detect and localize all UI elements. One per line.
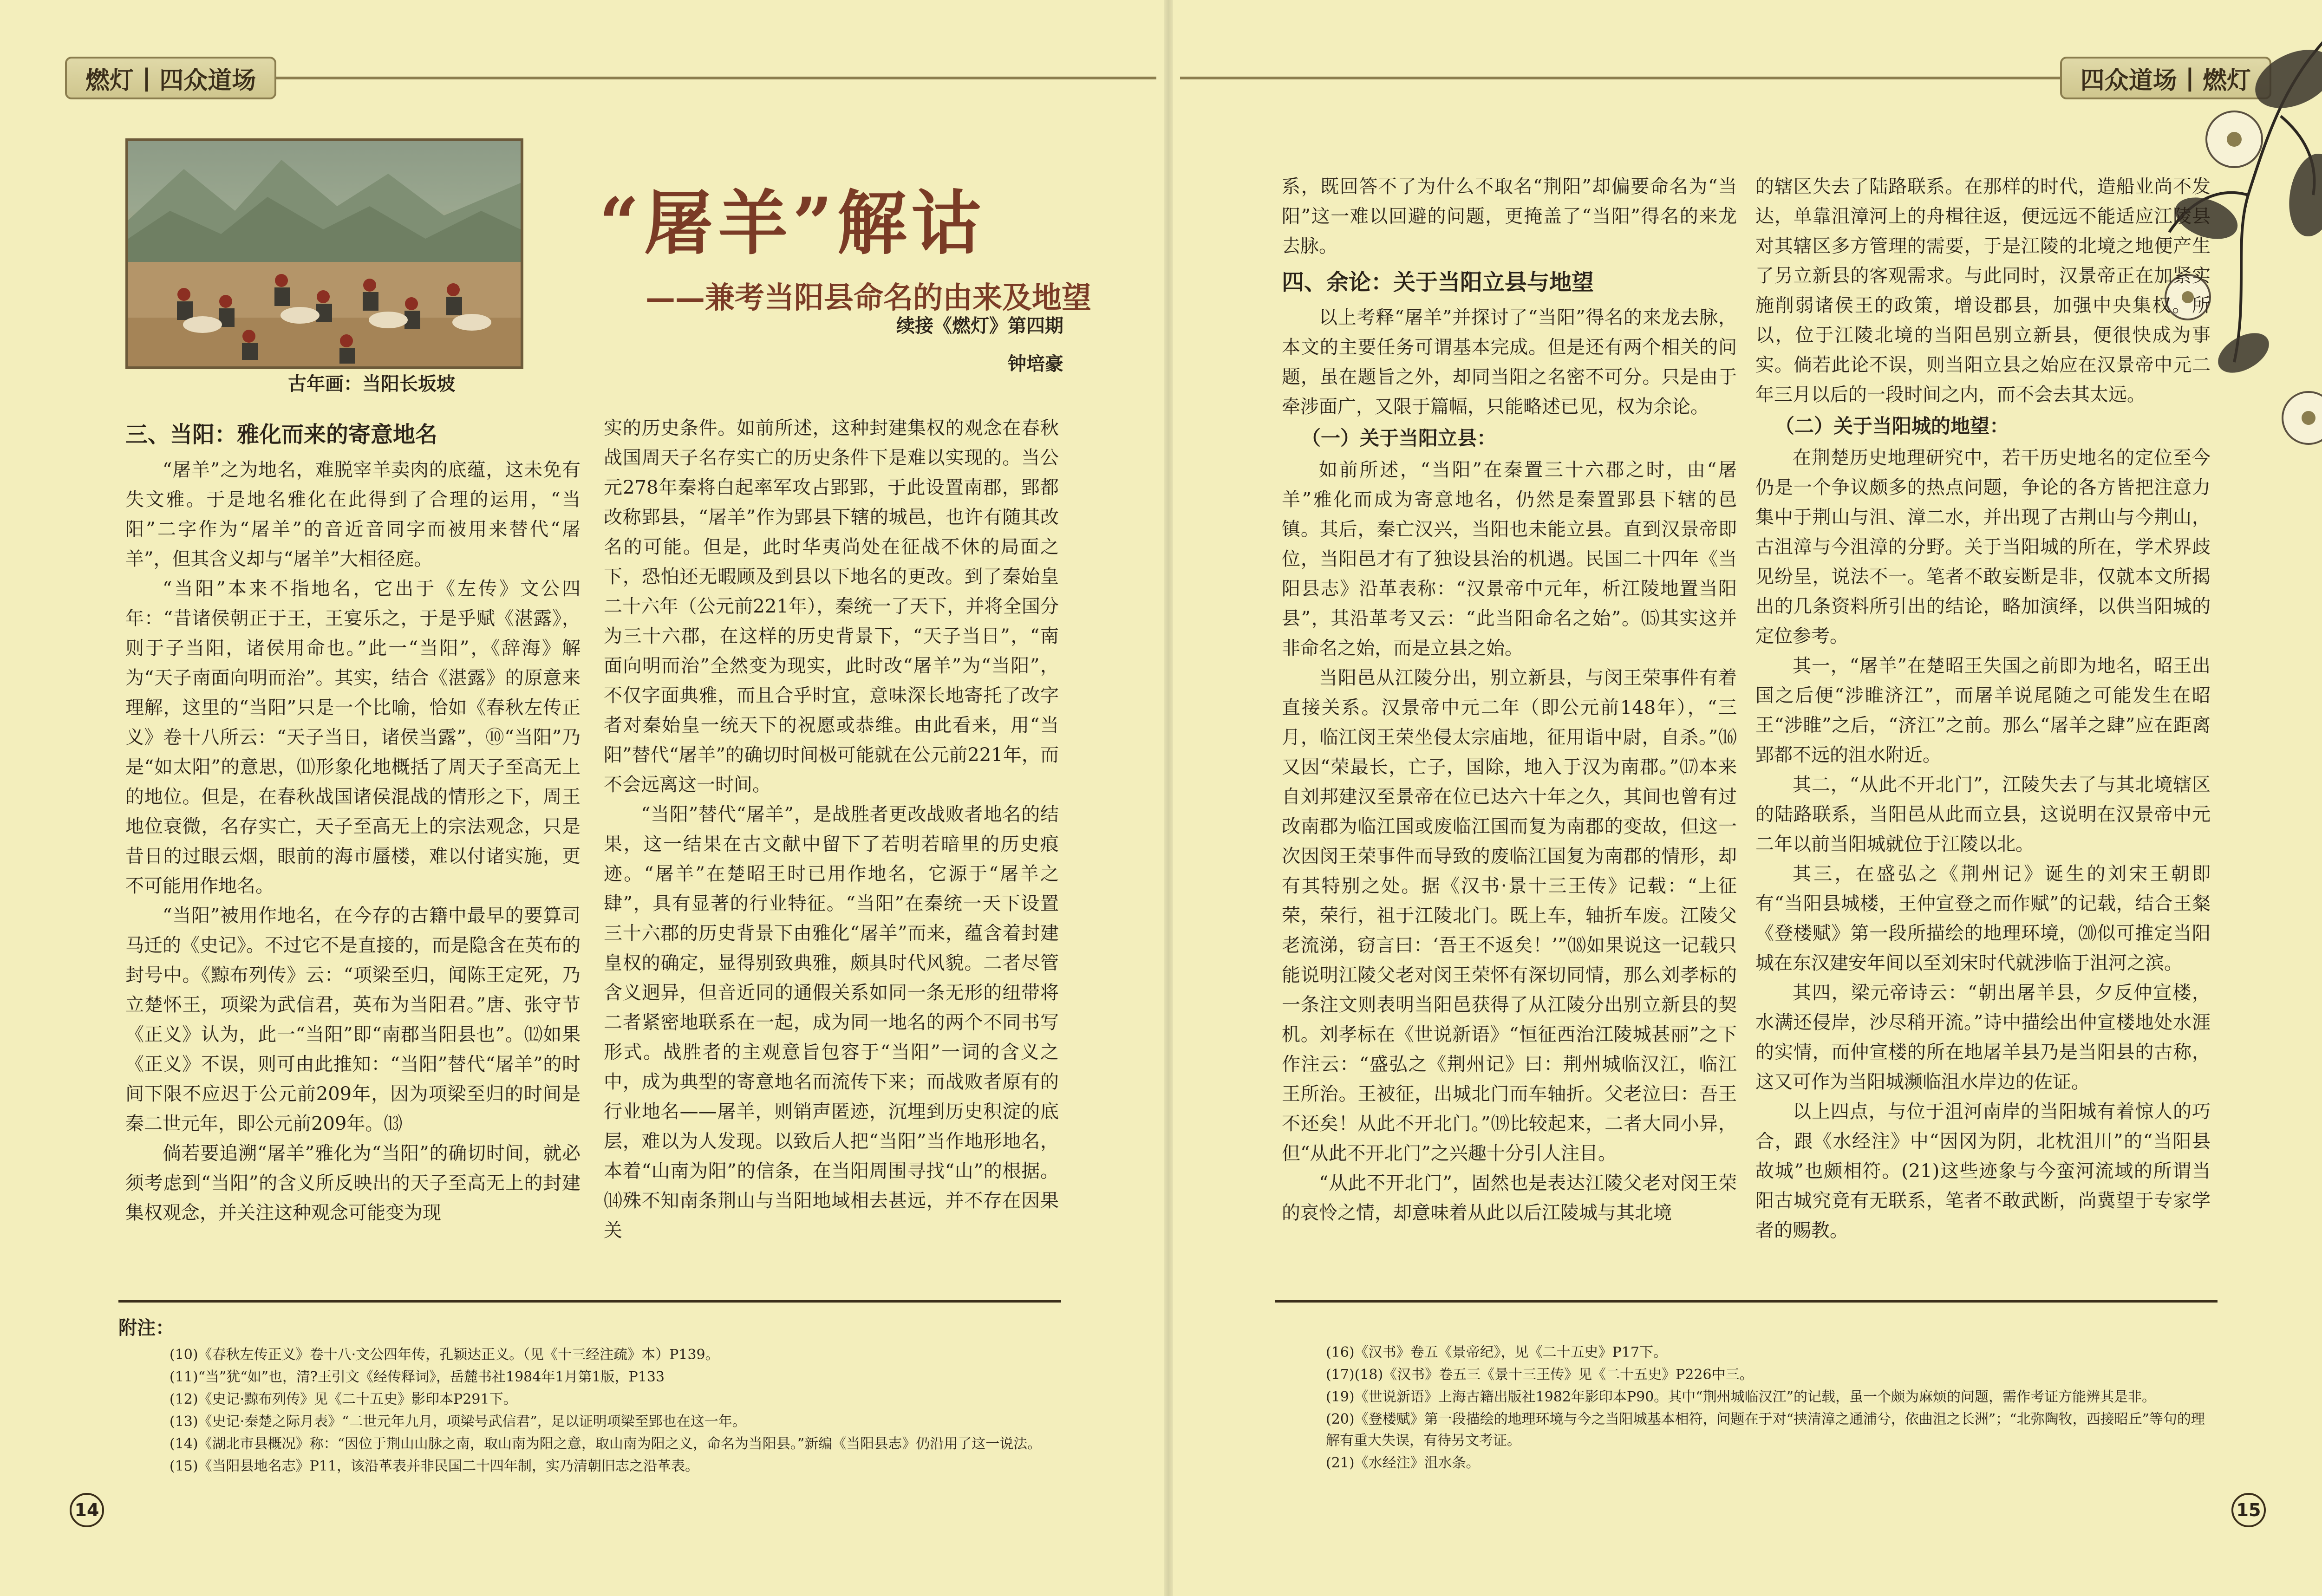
column-1: [125, 413, 580, 1282]
page-number-left: 14: [70, 1493, 104, 1527]
footnote: (20)《登楼赋》第一段描绘的地理环境与今之当阳城基本相符，问题在于对“挟清漳之通浦兮，依曲沮之长洲”；“北弥陶牧，西接昭丘”等句的理解有重大失误，有待另文考证。: [1326, 1411, 2205, 1449]
footnote: (19)《世说新语》上海古籍出版社1982年影印本P90。其中“荆州城临汉江”的记载，虽一个颇为麻烦的问题，需作考证方能辨其是非。: [1326, 1389, 2156, 1405]
paragraph: 在荆楚历史地理研究中，若干历史地名的定位至今仍是一个争议颇多的热点问题，争论的各方皆把注意力集中于荆山与沮、漳二水，并出现了古荆山与今荆山，古沮漳与今沮漳的分野。关于当阳城的所在，学术界歧见纷呈，说法不一。笔者不敢妄断是非，仅就本文所揭出的几条资料所引出的结论，略加演绎，以供当阳城的定位参考。: [1755, 447, 2211, 647]
paragraph: 其一，“屠羊”在楚昭王失国之前即为地名，昭王出国之后便“涉睢济江”，而屠羊说尾随之可能发生在昭王“涉睢”之后，“济江”之前。那么“屠羊之肆”应在距离郢都不远的沮水附近。: [1755, 655, 2211, 766]
paragraph: 其四，梁元帝诗云：“朝出屠羊县，夕反仲宣楼，水满还侵岸，沙尽稍开流。”诗中描绘出仲宣楼地处水涯的实情，而仲宣楼的所在地屠羊县乃是当阳县的古称，这又可作为当阳城濒临沮水岸边的佐证。: [1755, 982, 2211, 1093]
column-3: [1282, 172, 1737, 1286]
continuation-note: 续接《燃灯》第四期: [896, 315, 1063, 337]
footnote: (11)“当”犹“如”也，清?王引文《经传释词》，岳麓书社1984年1月第1版，P133: [170, 1369, 665, 1385]
footnotes-right: [1275, 1342, 2218, 1537]
subsection-heading-2: （二）关于当阳城的地望：: [1775, 415, 2009, 437]
paragraph: 其三，在盛弘之《荆州记》诞生的刘宋王朝即有“当阳县城楼，王仲宣登之而作赋”的记载，结合王粲《登楼赋》第一段所描绘的地理环境，⒇似可推定当阳城在东汉建安年间以至刘宋时代就涉临于沮河之滨。: [1755, 863, 2211, 974]
column-4: [1755, 172, 2211, 1286]
footnote: (17)(18)《汉书》卷五三《景十三王传》见《二十五史》P226中三。: [1326, 1367, 1754, 1383]
footnote: (10)《春秋左传正义》卷十八·文公四年传，孔颖达正义。（见《十三经注疏》本）P139。: [170, 1347, 719, 1363]
paragraph: “当阳”本来不指地名，它出于《左传》文公四年：“昔诸侯朝正于王，王宴乐之，于是乎赋《湛露》，则于子当阳，诸侯用命也。”此一“当阳”，《辞海》解为“天子南面向明而治”。其实，结合《湛露》的原意来理解，这里的“当阳”只是一个比喻，恰如《春秋左传正义》卷十八所云：“天子当日，诸侯当露”，⑩“当阳”乃是“如太阳”的意思，⑾形象化地概括了周天子至高无上的地位。但是，在春秋战国诸侯混战的情形之下，周王地位衰微，名存实亡，天子至高无上的宗法观念，只是昔日的过眼云烟，眼前的海市蜃楼，难以付诸实施，更不可能用作地名。: [125, 578, 580, 897]
article-subtitle: ——兼考当阳县命名的由来及地望: [646, 280, 1091, 315]
right-page: [1168, 0, 2322, 1596]
left-header-tag: [65, 57, 276, 99]
paragraph: 当阳邑从江陵分出，别立新县，与闵王荣事件有着直接关系。汉景帝中元二年（即公元前148年），“三月，临江闵王荣坐侵太宗庙地，征用诣中尉，自杀。”⒃又因“荣最长，亡子，国除，地入于汉为南郡。”⒄本来自刘邦建汉至景帝在位已达六十年之久，其间也曾有过改南郡为临江国或废临江国而复为南郡的变故，但这一次因闵王荣事件而导致的废临江国复为南郡的情形，却有其特别之处。据《汉书·景十三王传》记载：“上征荣，荣行，祖于江陵北门。既上车，轴折车废。江陵父老流涕，窃言曰：‘吾王不返矣！’”⒅如果说这一记载只能说明江陵父老对闵王荣怀有深切同情，那么刘孝标的一条注文则表明当阳邑获得了从江陵分出别立新县的契机。刘孝标在《世说新语》“恒征西治江陵城甚丽”之下作注云：“盛弘之《荆州记》曰：荆州城临汉江，临江王所治。王被征，出城北门而车轴折。父老泣曰：吾王不还矣！从此不开北门。”⒆比较起来，二者大同小异，但“从此不开北门”之兴趣十分引人注目。: [1282, 667, 1737, 1164]
footnote: (16)《汉书》卷五《景帝纪》，见《二十五史》P17下。: [1326, 1344, 1667, 1361]
footnote: (15)《当阳县地名志》P11，该沿革表并非民国二十四年制，实乃清朝旧志之沿革表。: [170, 1458, 699, 1474]
section-heading-3: 三、当阳：雅化而来的寄意地名: [125, 422, 438, 448]
painting-caption: 古年画：当阳长坂坡: [288, 373, 455, 395]
left-header-rule: [276, 77, 1156, 79]
paragraph: 以上考释“屠羊”并探讨了“当阳”得名的来龙去脉，本文的主要任务可谓基本完成。但是还有两个相关的问题，虽在题旨之外，却同当阳之名密不可分。只是由于牵涉面广，又限于篇幅，只能略述已见，权为余论。: [1282, 307, 1737, 417]
right-header-section: 四众道场: [2080, 66, 2177, 95]
painting-changbanpo: [125, 138, 523, 369]
paragraph: “当阳”被用作地名，在今存的古籍中最早的要算司马迁的《史记》。不过它不是直接的，而是隐含在英布的封号中。《黥布列传》云：“项梁至归，闻陈王定死，乃立楚怀王，项梁为武信君，英布为当阳君。”唐、张守节《正义》认为，此一“当阳”即“南郡当阳县也”。⑿如果《正义》不误，则可由此推知：“当阳”替代“屠羊”的时间下限不应迟于公元前209年，因为项梁至归的时间是秦二世元年，即公元前209年。⒀: [125, 905, 580, 1134]
paragraph: 以上四点，与位于沮河南岸的当阳城有着惊人的巧合，跟《水经注》中“因冈为阴，北枕沮川”的“当阳县故城”也颇相符。(21)这些迹象与今蛮河流域的所谓当阳古城究竟有无联系，笔者不敢武断，尚冀望于专家学者的赐教。: [1755, 1101, 2211, 1241]
footnotes-left: [118, 1313, 1061, 1508]
left-header-section: 四众道场: [159, 66, 256, 95]
footnote: (12)《史记·黥布列传》见《二十五史》影印本P291下。: [170, 1391, 517, 1407]
footnote: (14)《湖北市县概况》称：“因位于荆山山脉之南，取山南为阳之意，取山南为阳之义，命名为当阳县。”新编《当阳县志》仍沿用了这一说法。: [170, 1436, 1042, 1452]
subsection-heading-1: （一）关于当阳立县：: [1301, 427, 1497, 449]
left-header-magazine: 燃灯: [85, 66, 134, 95]
section-heading-4: 四、余论：关于当阳立县与地望: [1282, 269, 1594, 295]
paragraph: 系，既回答不了为什么不取名“荆阳”却偏要命名为“当阳”这一难以回避的问题，更掩盖了“当阳”得名的来龙去脉。: [1282, 176, 1737, 257]
footnote: (13)《史记·秦楚之际月表》“二世元年九月，项梁号武信君”，足以证明项梁至郢也在这一年。: [170, 1414, 746, 1430]
right-header-magazine: 燃灯: [2202, 66, 2251, 95]
right-header-rule: [1180, 77, 2060, 79]
page-number-right: 15: [2231, 1493, 2266, 1527]
paragraph: 倘若要追溯“屠羊”雅化为“当阳”的确切时间，就必须考虑到“当阳”的含义所反映出的天子至高无上的封建集权观念，并关注这种观念可能变为现: [125, 1143, 580, 1224]
paragraph: “当阳”替代“屠羊”，是战胜者更改战败者地名的结果，这一结果在古文献中留下了若明若暗里的历史痕迹。“屠羊”在楚昭王时已用作地名，它源于“屠羊之肆”，具有显著的行业特征。“当阳”在秦统一天下设置三十六郡的历史背景下由雅化“屠羊”而来，蕴含着封建皇权的确定，显得别致典雅，颇具时代风貌。二者尽管含义迥异，但音近同的通假关系如同一条无形的纽带将二者紧密地联系在一起，成为同一地名的两个不同书写形式。战胜者的主观意旨包容于“当阳”一词的含义之中，成为典型的寄意地名而流传下来；而战败者原有的行业地名——屠羊，则销声匿迹，沉埋到历史积淀的底层，难以为人发现。以致后人把“当阳”当作地形地名，本着“山南为阳”的信条，在当阳周围寻找“山”的根据。⒁殊不知南条荆山与当阳地域相去甚远，并不存在因果关: [604, 804, 1059, 1241]
paragraph: 其二，“从此不开北门”，江陵失去了与其北境辖区的陆路联系，当阳邑从此而立县，这说明在汉景帝中元二年以前当阳城就位于江陵以北。: [1755, 774, 2211, 855]
footnote-separator-right: [1275, 1300, 2218, 1303]
paragraph: “从此不开北门”，固然也是表达江陵父老对闵王荣的哀怜之情，却意味着从此以后江陵城与其北境: [1282, 1173, 1737, 1224]
paragraph: “屠羊”之为地名，难脱宰羊卖肉的底蕴，这未免有失文雅。于是地名雅化在此得到了合理的运用，“当阳”二字作为“屠羊”的音近音同字而被用来替代“屠羊”，但其含义却与“屠羊”大相径庭。: [125, 459, 580, 570]
left-header-divider: |: [134, 64, 160, 92]
paragraph: 如前所述，“当阳”在秦置三十六郡之时，由“屠羊”雅化而成为寄意地名，仍然是秦置郢县下辖的邑镇。其后，秦亡汉兴，当阳也未能立县。直到汉景帝即位，当阳邑才有了独设县治的机遇。民国二十四年《当阳县志》沿革表称：“汉景帝中元年，析江陵地置当阳县”，其沿革考又云：“此当阳命名之始”。⒂其实这并非命名之始，而是立县之始。: [1282, 459, 1737, 659]
column-2: [604, 413, 1059, 1282]
paragraph: 的辖区失去了陆路联系。在那样的时代，造船业尚不发达，单靠沮漳河上的舟楫往返，便远远不能适应江陵县对其辖区多方管理的需要，于是江陵的北境之地便产生了另立新县的客观需求。与此同时，汉景帝正在加紧实施削弱诸侯王的政策，增设郡县，加强中央集权。所以，位于江陵北境的当阳邑别立新县，便很快成为事实。倘若此论不误，则当阳立县之始应在汉景帝中元二年三月以后的一段时间之内，而不会去其太远。: [1755, 176, 2211, 405]
footnotes-title: 附注：: [118, 1317, 174, 1339]
painting-illustration: [128, 141, 521, 366]
right-header-divider: |: [2177, 64, 2203, 92]
paragraph: 实的历史条件。如前所述，这种封建集权的观念在春秋战国周天子名存实亡的历史条件下是难以实现的。当公元278年秦将白起率军攻占郢郢，于此设置南郡，郢都改称郢县，“屠羊”作为郢县下辖的城邑，也许有随其改名的可能。但是，此时华夷尚处在征战不休的局面之下，恐怕还无暇顾及到县以下地名的更改。到了秦始皇二十六年（公元前221年），秦统一了天下，并将全国分为三十六郡，在这样的历史背景下，“天子当日”，“南面向明而治”全然变为现实，此时改“屠羊”为“当阳”，不仅字面典雅，而且合乎时宜，意味深长地寄托了改字者对秦始皇一统天下的祝愿或恭维。由此看来，用“当阳”替代“屠羊”的确切时间极可能就在公元前221年，而不会远离这一时间。: [604, 417, 1059, 795]
footnote-separator-left: [118, 1300, 1061, 1303]
author-name: 钟培豪: [1008, 353, 1063, 375]
article-title: “屠羊”解诂: [599, 182, 986, 264]
left-running-header: [65, 56, 1156, 100]
footnote: (21)《水经注》沮水条。: [1326, 1455, 1480, 1471]
